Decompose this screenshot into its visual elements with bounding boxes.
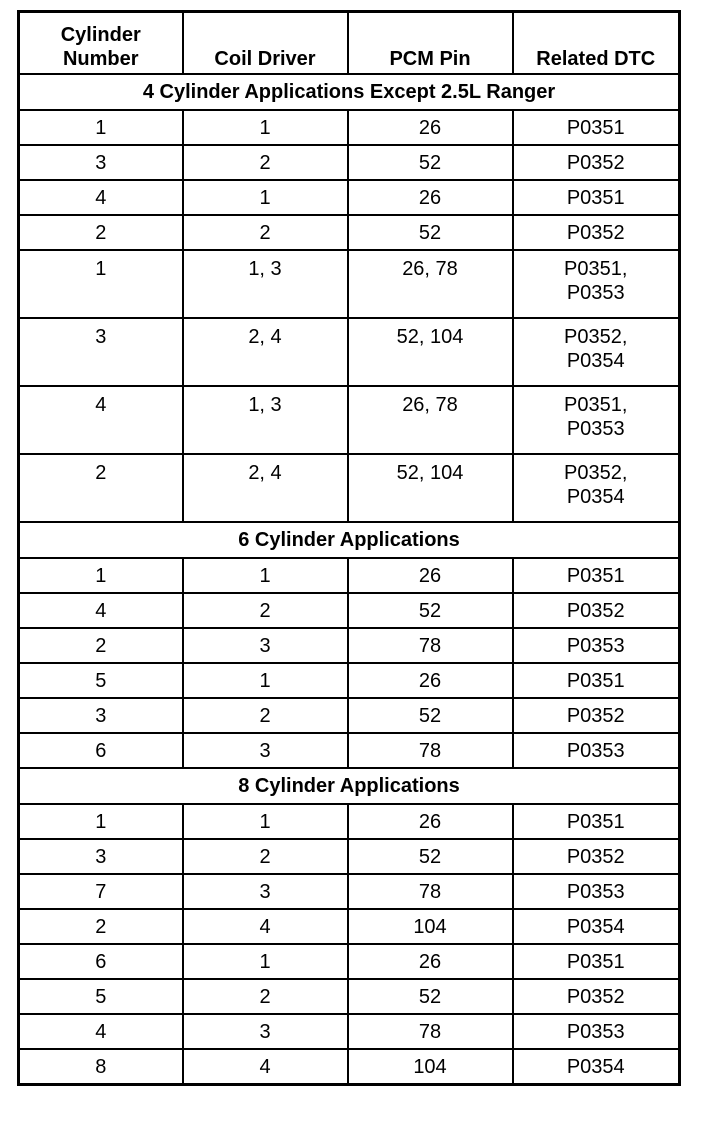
table-row (19, 1049, 680, 1085)
cell-coil-driver: 2 (183, 979, 348, 1014)
cell-coil-driver: 1 (183, 110, 348, 145)
table-row (19, 215, 680, 250)
cell-related-dtc (513, 145, 680, 180)
dtc-code: P0351 (566, 116, 625, 139)
cell-related-dtc (513, 839, 680, 874)
cell-pcm-pin: 26 (348, 558, 513, 593)
table-row (19, 733, 680, 768)
cell-pcm-pin: 52 (348, 979, 513, 1014)
cell-pcm-pin: 52 (348, 145, 513, 180)
cell-pcm-pin: 26 (348, 804, 513, 839)
cell-pcm-pin: 52 (348, 839, 513, 874)
cell-coil-driver: 4 (183, 909, 348, 944)
dtc-code: P0351 (566, 669, 625, 692)
dtc-code: P0353 (566, 739, 625, 762)
table-row (19, 318, 680, 386)
dtc-code: P0351, (564, 258, 628, 280)
cell-cylinder-number: 2 (19, 909, 183, 944)
table-body (19, 74, 680, 1085)
cell-coil-driver: 2 (183, 215, 348, 250)
cell-pcm-pin: 52 (348, 593, 513, 628)
cell-related-dtc (513, 110, 680, 145)
cell-related-dtc (513, 698, 680, 733)
cell-coil-driver: 1, 3 (183, 250, 348, 318)
dtc-code: P0351 (566, 564, 625, 587)
dtc-code: P0352 (566, 151, 625, 174)
table-row (19, 593, 680, 628)
header-cylinder-number (19, 12, 183, 75)
table-row (19, 558, 680, 593)
table-row (19, 979, 680, 1014)
cell-cylinder-number: 3 (19, 145, 183, 180)
cell-related-dtc (513, 733, 680, 768)
cell-coil-driver: 2 (183, 839, 348, 874)
dtc-code: P0353 (566, 1020, 625, 1043)
table-row (19, 874, 680, 909)
cell-coil-driver: 1 (183, 804, 348, 839)
cell-cylinder-number: 5 (19, 663, 183, 698)
coil-driver-table (17, 10, 681, 1086)
dtc-code: P0354 (566, 350, 625, 372)
cell-coil-driver: 1 (183, 944, 348, 979)
table-row (19, 628, 680, 663)
cell-coil-driver: 4 (183, 1049, 348, 1085)
dtc-code: P0351 (566, 186, 625, 209)
section-row (19, 74, 680, 110)
cell-related-dtc (513, 318, 680, 386)
cell-cylinder-number: 5 (19, 979, 183, 1014)
cell-related-dtc (513, 386, 680, 454)
table-row (19, 386, 680, 454)
cell-pcm-pin: 104 (348, 1049, 513, 1085)
cell-coil-driver: 3 (183, 1014, 348, 1049)
dtc-code: P0353 (566, 282, 625, 304)
cell-cylinder-number: 2 (19, 628, 183, 663)
cell-cylinder-number: 1 (19, 250, 183, 318)
table-row (19, 250, 680, 318)
header-pcm-pin: PCM Pin (348, 12, 513, 75)
dtc-code: P0353 (566, 418, 625, 440)
table-row (19, 663, 680, 698)
cell-coil-driver: 3 (183, 733, 348, 768)
dtc-code: P0354 (566, 486, 625, 508)
section-title: 8 Cylinder Applications (19, 768, 680, 804)
section-row (19, 768, 680, 804)
dtc-code: P0352 (566, 985, 625, 1008)
cell-cylinder-number: 6 (19, 733, 183, 768)
cell-pcm-pin: 78 (348, 874, 513, 909)
cell-related-dtc (513, 804, 680, 839)
table-row (19, 839, 680, 874)
cell-coil-driver: 3 (183, 628, 348, 663)
cell-pcm-pin: 26 (348, 944, 513, 979)
cell-coil-driver: 1 (183, 663, 348, 698)
section-title: 4 Cylinder Applications Except 2.5L Ranger (19, 74, 680, 110)
cell-related-dtc (513, 215, 680, 250)
cell-related-dtc (513, 628, 680, 663)
table-row (19, 110, 680, 145)
cell-cylinder-number: 3 (19, 839, 183, 874)
cell-pcm-pin: 26, 78 (348, 250, 513, 318)
dtc-code: P0351 (566, 810, 625, 833)
cell-cylinder-number: 6 (19, 944, 183, 979)
cell-pcm-pin: 104 (348, 909, 513, 944)
cell-pcm-pin: 26 (348, 110, 513, 145)
header-cylinder-line2: Number (62, 48, 139, 70)
cell-pcm-pin: 52 (348, 698, 513, 733)
table-row (19, 454, 680, 522)
cell-related-dtc (513, 874, 680, 909)
cell-cylinder-number: 3 (19, 698, 183, 733)
cell-pcm-pin: 78 (348, 628, 513, 663)
table-row (19, 698, 680, 733)
cell-related-dtc (513, 558, 680, 593)
table-row (19, 804, 680, 839)
cell-related-dtc (513, 663, 680, 698)
header-related-dtc: Related DTC (513, 12, 680, 75)
table-row (19, 944, 680, 979)
cell-related-dtc (513, 250, 680, 318)
cell-cylinder-number: 4 (19, 180, 183, 215)
cell-cylinder-number: 4 (19, 386, 183, 454)
dtc-code: P0354 (566, 1055, 625, 1078)
cell-cylinder-number: 8 (19, 1049, 183, 1085)
cell-cylinder-number: 2 (19, 454, 183, 522)
dtc-code: P0352 (566, 704, 625, 727)
cell-pcm-pin: 52, 104 (348, 454, 513, 522)
cell-cylinder-number: 3 (19, 318, 183, 386)
table-row (19, 909, 680, 944)
cell-cylinder-number: 2 (19, 215, 183, 250)
dtc-code: P0351, (564, 394, 628, 416)
cell-cylinder-number: 1 (19, 558, 183, 593)
header-row (19, 12, 680, 75)
cell-related-dtc (513, 180, 680, 215)
table-row (19, 1014, 680, 1049)
dtc-code: P0352, (564, 462, 628, 484)
cell-related-dtc (513, 1049, 680, 1085)
cell-coil-driver: 1 (183, 180, 348, 215)
cell-coil-driver: 2 (183, 145, 348, 180)
cell-related-dtc (513, 593, 680, 628)
dtc-code: P0352 (566, 845, 625, 868)
cell-coil-driver: 1, 3 (183, 386, 348, 454)
header-cylinder-line1: Cylinder (60, 24, 141, 46)
section-title: 6 Cylinder Applications (19, 522, 680, 558)
cell-cylinder-number: 4 (19, 593, 183, 628)
dtc-code: P0353 (566, 880, 625, 903)
table-row (19, 180, 680, 215)
cell-pcm-pin: 78 (348, 733, 513, 768)
cell-cylinder-number: 4 (19, 1014, 183, 1049)
cell-pcm-pin: 26, 78 (348, 386, 513, 454)
header-coil-driver: Coil Driver (183, 12, 348, 75)
cell-cylinder-number: 7 (19, 874, 183, 909)
table-row (19, 145, 680, 180)
dtc-code: P0352 (566, 599, 625, 622)
cell-related-dtc (513, 1014, 680, 1049)
cell-pcm-pin: 52, 104 (348, 318, 513, 386)
cell-related-dtc (513, 454, 680, 522)
cell-cylinder-number: 1 (19, 110, 183, 145)
cell-pcm-pin: 26 (348, 663, 513, 698)
cell-pcm-pin: 26 (348, 180, 513, 215)
cell-pcm-pin: 78 (348, 1014, 513, 1049)
dtc-code: P0353 (566, 634, 625, 657)
dtc-code: P0352, (564, 326, 628, 348)
section-row (19, 522, 680, 558)
cell-coil-driver: 2 (183, 593, 348, 628)
cell-coil-driver: 3 (183, 874, 348, 909)
cell-related-dtc (513, 909, 680, 944)
dtc-code: P0351 (566, 950, 625, 973)
cell-cylinder-number: 1 (19, 804, 183, 839)
dtc-code: P0352 (566, 221, 625, 244)
cell-coil-driver: 2, 4 (183, 318, 348, 386)
cell-coil-driver: 1 (183, 558, 348, 593)
cell-coil-driver: 2 (183, 698, 348, 733)
cell-related-dtc (513, 944, 680, 979)
cell-pcm-pin: 52 (348, 215, 513, 250)
cell-coil-driver: 2, 4 (183, 454, 348, 522)
dtc-code: P0354 (566, 915, 625, 938)
cell-related-dtc (513, 979, 680, 1014)
